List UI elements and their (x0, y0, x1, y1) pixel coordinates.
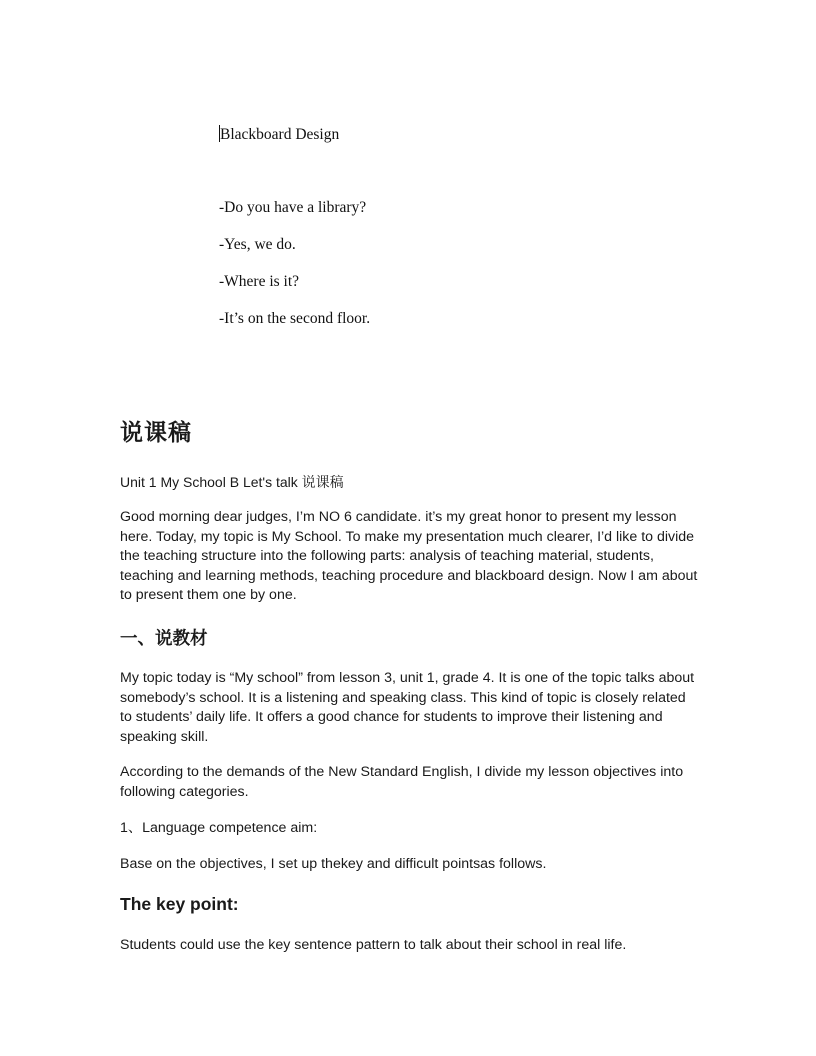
intro-paragraph: Good morning dear judges, I’m NO 6 candidate. it’s my great honor to present my lesson here. Today, my topic is My School. To make my presentation much clearer, I’d like to divide the teaching structure into the following parts: analysis of teaching material, students, teaching and learning methods, teaching procedure and blackboard design. Now I am about to present them one by one. (120, 509, 698, 604)
blackboard-title-text: Blackboard Design (220, 126, 340, 143)
blackboard-line: -Yes, we do. (219, 236, 296, 253)
blackboard-line: -Where is it? (219, 273, 300, 290)
language-aim: 1、Language competence aim: (120, 820, 318, 836)
key-points-intro: Base on the objectives, I set up thekey and difficult pointsas follows. (120, 856, 547, 872)
objectives-paragraph: According to the demands of the New Standard English, I divide my lesson objectives into following categories. (120, 764, 684, 800)
key-point-heading: The key point: (120, 894, 239, 914)
blackboard-line: -Do you have a library? (219, 199, 367, 216)
subtitle: Unit 1 My School B Let's talk 说课稿 (120, 474, 344, 490)
blackboard-line: -It’s on the second floor. (219, 310, 371, 327)
material-paragraph: My topic today is “My school” from lesson 3, unit 1, grade 4. It is one of the topic talks about somebody’s school. It is a listening and speaking class. This kind of topic is closely related to students’ daily life. It offers a good chance for students to improve their listening and speaking skill. (120, 670, 695, 745)
page-title: 说课稿 (120, 420, 192, 446)
key-point-text: Students could use the key sentence pattern to talk about their school in real life. (120, 937, 627, 953)
section-heading: 一、说教材 (120, 629, 208, 649)
blackboard-title (219, 125, 339, 144)
